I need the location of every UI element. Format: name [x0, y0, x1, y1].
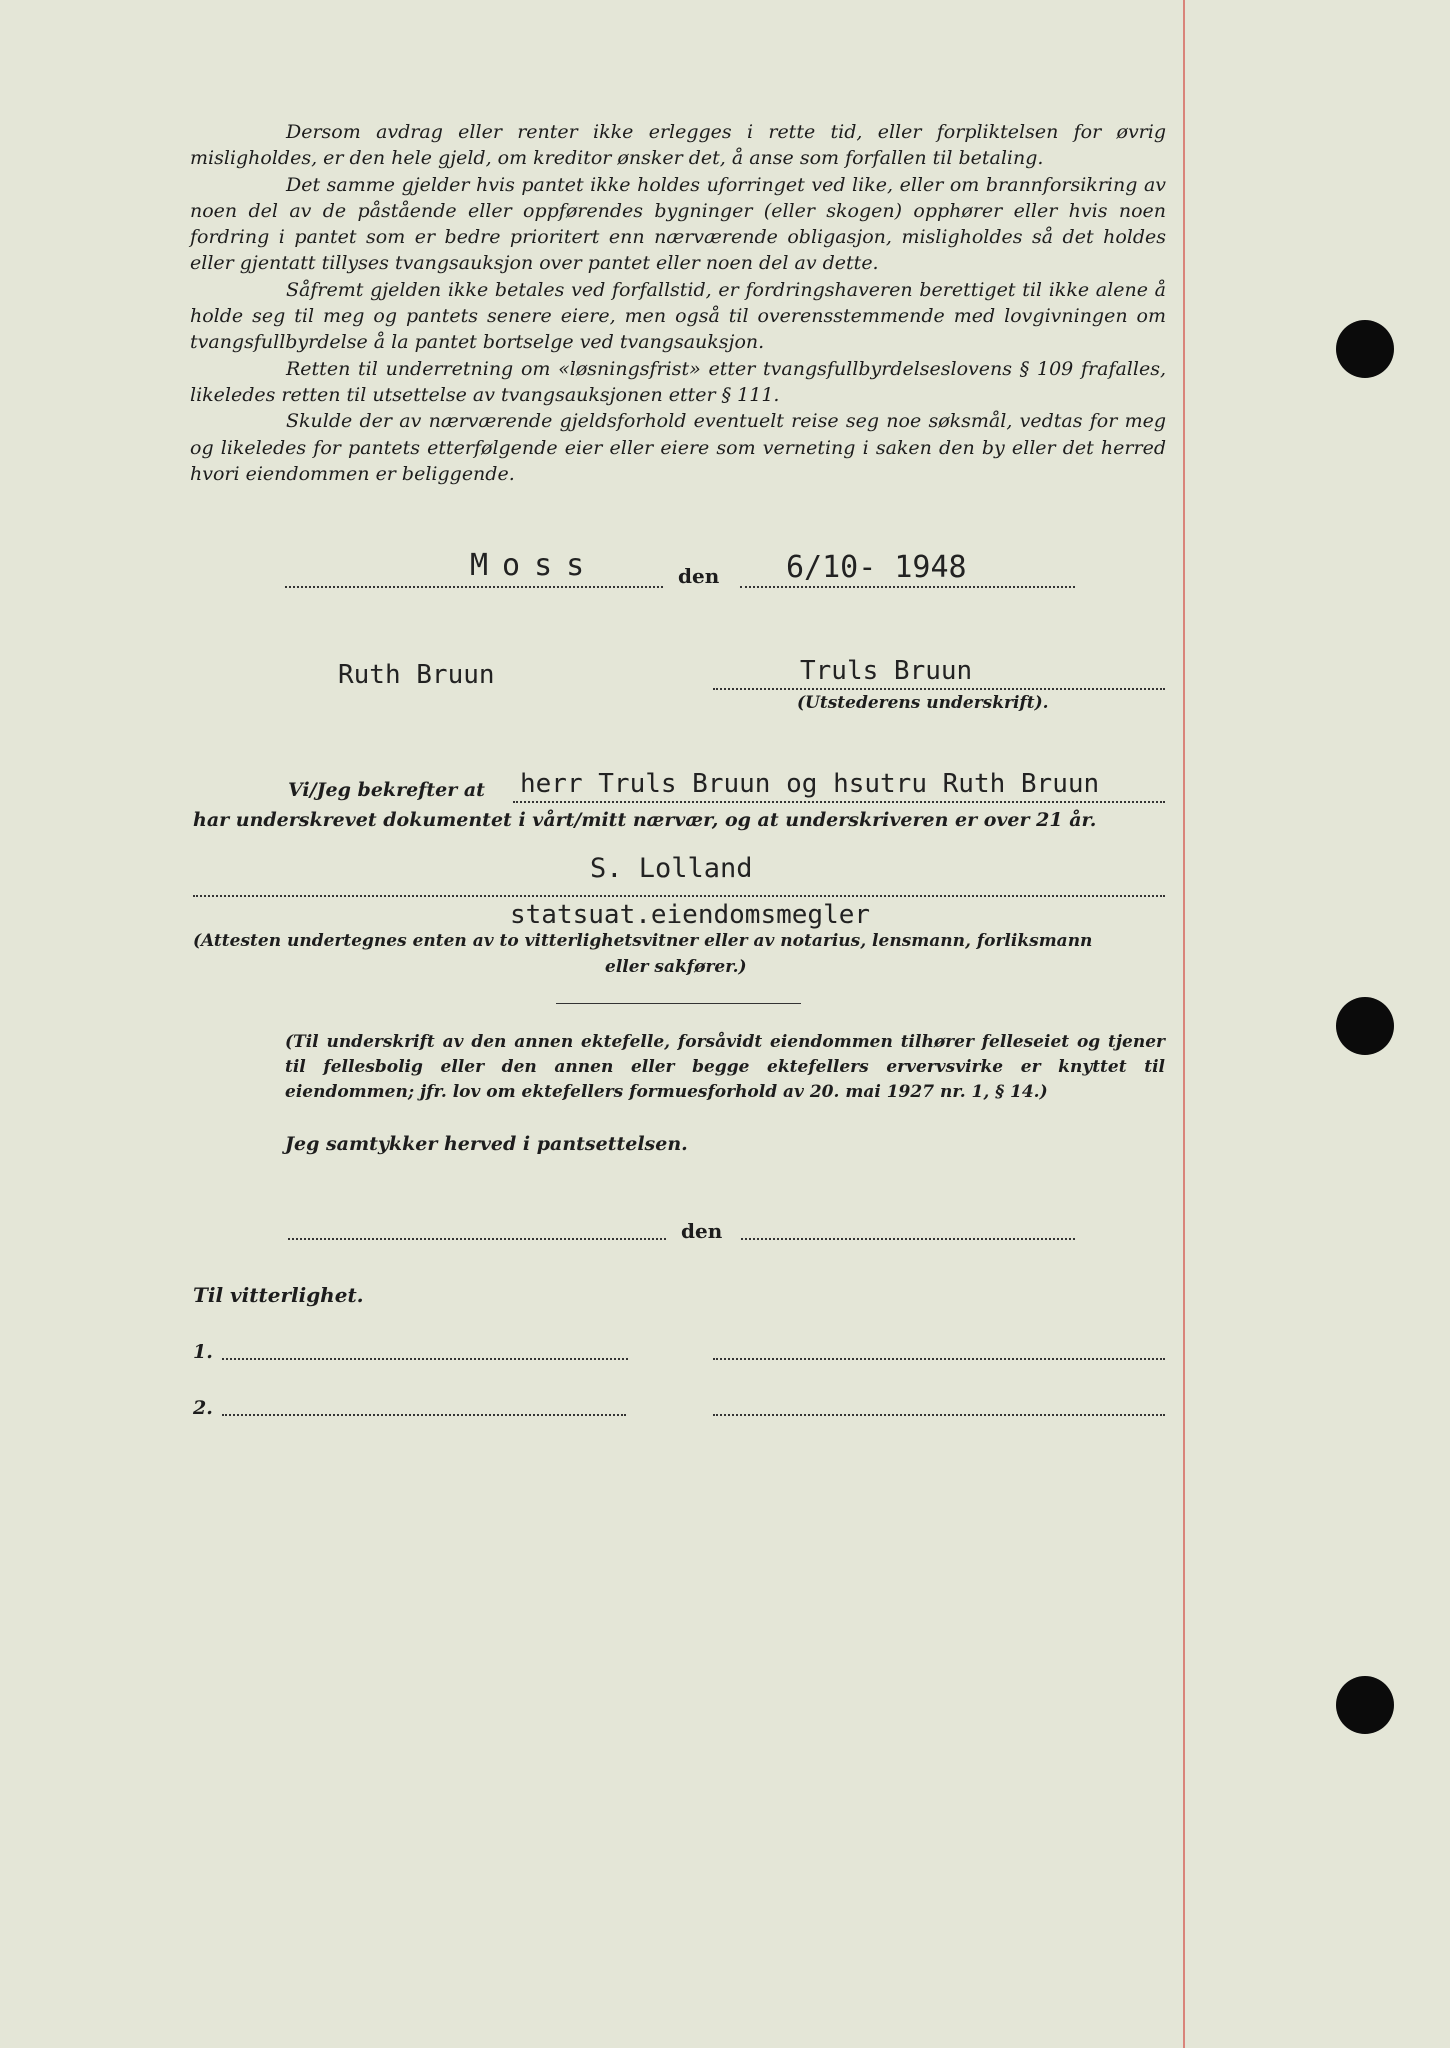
witness-line	[713, 1358, 1165, 1360]
paragraph: Såfremt gjelden ikke betales ved forfallstid, er fordringshaveren berettiget til ikke alene å holde seg til meg og pantets senere eiere, men også til overensstemmende med lovgivningen om tvangsfullbyrdelse å la pantet bortselge ved tvangsauksjon.	[190, 278, 1166, 354]
consent-den-label: den	[681, 1219, 723, 1243]
date-line	[740, 586, 1075, 588]
paragraph: Dersom avdrag eller renter ikke erlegges i rette tid, eller forpliktelsen for øvrig misligholdes, er den hele gjeld, om kreditor ønsker det, å anse som forfallen til betaling.	[190, 121, 1166, 170]
witness-line	[222, 1358, 628, 1360]
attestation-note: (Attesten undertegnes enten av to vitterlighetsvitner eller av notarius, lensmann, forliksmann	[193, 931, 1093, 951]
punch-hole	[1336, 997, 1394, 1055]
witness-line	[222, 1414, 626, 1416]
witness-name: S. Lolland	[590, 853, 753, 884]
paragraph: Det samme gjelder hvis pantet ikke holdes uforringet ved like, eller om brannforsikring av noen del av de påstående eller oppførendes bygninger (eller skogen) opphører eller hvis noen fordring i pantet som er bedre prioritert enn nærværende obligasjon, misligholdes så det holdes eller gjentatt tillyses tvangsauksjon over pantet eller noen del av dette.	[190, 173, 1166, 275]
legal-text	[190, 119, 1166, 487]
date-value: 6/10- 1948	[786, 550, 967, 585]
witness-line	[713, 1414, 1165, 1416]
consent-date-line	[741, 1238, 1075, 1240]
separator-rule	[556, 1003, 801, 1004]
witness-heading: Til vitterlighet.	[193, 1283, 364, 1307]
attestation-note: eller sakfører.)	[605, 957, 747, 977]
issuer-caption: (Utstederens underskrift).	[797, 693, 1049, 713]
witness-signature-line	[193, 895, 1165, 897]
place-value: Moss	[470, 548, 599, 583]
paragraph: Retten til underretning om «løsningsfrist» etter tvangsfullbyrdelseslovens § 109 frafalles, likeledes retten til utsettelse av tvangsauksjonen etter § 111.	[190, 357, 1166, 406]
punch-hole	[1336, 1676, 1394, 1734]
witness-title: statsuat.eiendomsmegler	[510, 900, 871, 930]
den-label: den	[678, 564, 720, 588]
attestation-names: herr Truls Bruun og hsutru Ruth Bruun	[520, 769, 1100, 799]
attestation-names-line	[513, 801, 1165, 803]
witness-number: 1.	[193, 1341, 213, 1363]
cosigner-name: Ruth Bruun	[338, 660, 495, 690]
consent-place-line	[288, 1238, 666, 1240]
issuer-signature-line	[713, 688, 1165, 690]
punch-hole	[1336, 320, 1394, 378]
margin-rule	[1183, 0, 1185, 2048]
paragraph: Skulde der av nærværende gjeldsforhold eventuelt reise seg noe søksmål, vedtas for meg og likeledes for pantets etterfølgende eier eller eiere som verneting i saken den by eller det herred hvori eiendommen er beliggende.	[190, 410, 1166, 485]
place-line	[285, 586, 663, 588]
issuer-signature: Truls Bruun	[800, 656, 973, 686]
attestation-lead: Vi/Jeg bekrefter at	[288, 779, 485, 801]
spouse-note: (Til underskrift av den annen ektefelle, forsåvidt eiendommen tilhører felleseiet og tjener til fellesbolig eller den annen eller begge ektefellers ervervsvirke er knyttet til eiendommen; jfr. lov om ektefellers formuesforhold av 20. mai 1927 nr. 1, § 14.)	[285, 1032, 1165, 1102]
attestation-line2: har underskrevet dokumentet i vårt/mitt nærvær, og at underskriveren er over 21 år.	[193, 809, 1097, 831]
witness-number: 2.	[193, 1397, 213, 1419]
consent-text: Jeg samtykker herved i pantsettelsen.	[285, 1133, 688, 1155]
